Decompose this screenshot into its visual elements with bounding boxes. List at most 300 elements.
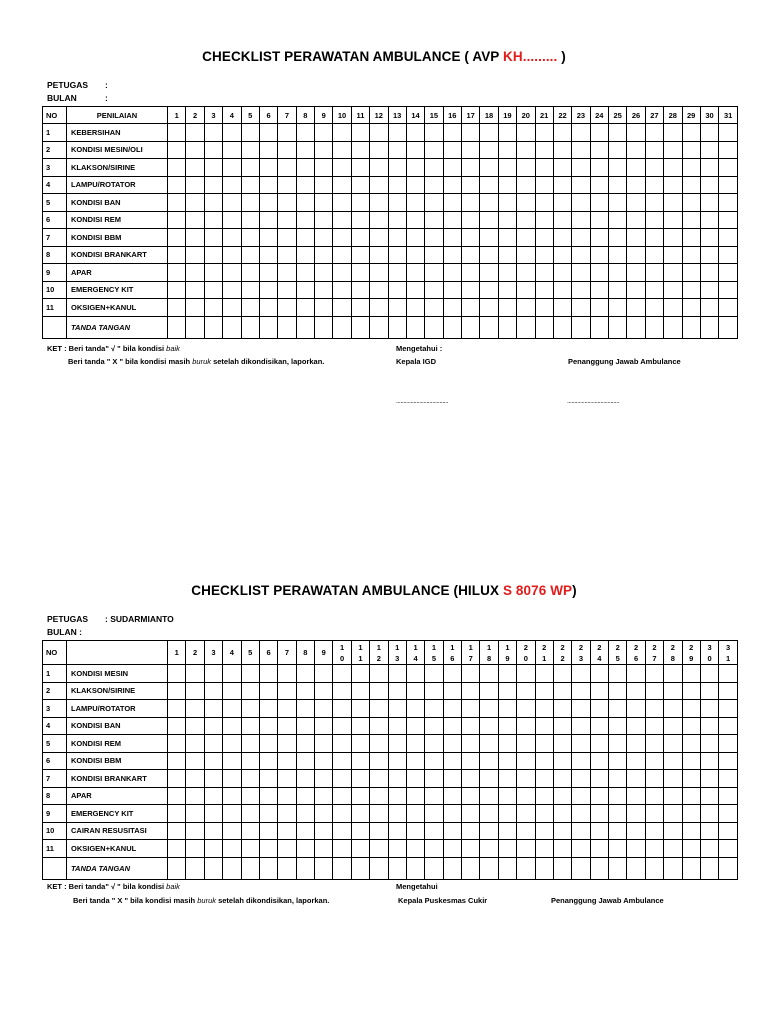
check-cell-day-11[interactable] (351, 229, 369, 247)
check-cell-day-28[interactable] (664, 805, 682, 823)
check-cell-day-23[interactable] (572, 316, 590, 339)
check-cell-day-12[interactable] (370, 752, 388, 770)
check-cell-day-5[interactable] (241, 211, 259, 229)
check-cell-day-6[interactable] (259, 124, 277, 142)
check-cell-day-13[interactable] (388, 194, 406, 212)
check-cell-day-15[interactable] (425, 752, 443, 770)
check-cell-day-22[interactable] (553, 281, 571, 299)
check-cell-day-7[interactable] (278, 211, 296, 229)
check-cell-day-5[interactable] (241, 316, 259, 339)
check-cell-day-30[interactable] (700, 281, 718, 299)
check-cell-day-3[interactable] (204, 857, 222, 880)
check-cell-day-15[interactable] (425, 194, 443, 212)
check-cell-day-15[interactable] (425, 281, 443, 299)
check-cell-day-1[interactable] (168, 246, 186, 264)
check-cell-day-10[interactable] (333, 700, 351, 718)
check-cell-day-10[interactable] (333, 281, 351, 299)
check-cell-day-21[interactable] (535, 805, 553, 823)
check-cell-day-28[interactable] (664, 264, 682, 282)
check-cell-day-26[interactable] (627, 141, 645, 159)
check-cell-day-22[interactable] (553, 194, 571, 212)
check-cell-day-28[interactable] (664, 124, 682, 142)
check-cell-day-6[interactable] (259, 299, 277, 317)
check-cell-day-20[interactable] (517, 316, 535, 339)
check-cell-day-23[interactable] (572, 665, 590, 683)
check-cell-day-8[interactable] (296, 299, 314, 317)
check-cell-day-11[interactable] (351, 857, 369, 880)
check-cell-day-29[interactable] (682, 176, 700, 194)
check-cell-day-16[interactable] (443, 665, 461, 683)
check-cell-day-28[interactable] (664, 159, 682, 177)
check-cell-day-17[interactable] (462, 141, 480, 159)
check-cell-day-30[interactable] (700, 159, 718, 177)
check-cell-day-3[interactable] (204, 246, 222, 264)
check-cell-day-18[interactable] (480, 682, 498, 700)
check-cell-day-15[interactable] (425, 822, 443, 840)
check-cell-day-21[interactable] (535, 159, 553, 177)
check-cell-day-28[interactable] (664, 682, 682, 700)
check-cell-day-27[interactable] (645, 770, 663, 788)
check-cell-day-3[interactable] (204, 735, 222, 753)
check-cell-day-24[interactable] (590, 840, 608, 858)
check-cell-day-23[interactable] (572, 787, 590, 805)
check-cell-day-9[interactable] (315, 124, 333, 142)
check-cell-day-1[interactable] (168, 316, 186, 339)
check-cell-day-20[interactable] (517, 752, 535, 770)
check-cell-day-10[interactable] (333, 211, 351, 229)
check-cell-day-9[interactable] (315, 159, 333, 177)
check-cell-day-26[interactable] (627, 822, 645, 840)
check-cell-day-18[interactable] (480, 281, 498, 299)
check-cell-day-5[interactable] (241, 787, 259, 805)
check-cell-day-7[interactable] (278, 682, 296, 700)
check-cell-day-24[interactable] (590, 141, 608, 159)
check-cell-day-27[interactable] (645, 682, 663, 700)
check-cell-day-2[interactable] (186, 316, 204, 339)
check-cell-day-1[interactable] (168, 717, 186, 735)
check-cell-day-10[interactable] (333, 717, 351, 735)
check-cell-day-4[interactable] (223, 700, 241, 718)
check-cell-day-3[interactable] (204, 700, 222, 718)
check-cell-day-15[interactable] (425, 805, 443, 823)
check-cell-day-16[interactable] (443, 229, 461, 247)
check-cell-day-9[interactable] (315, 316, 333, 339)
check-cell-day-9[interactable] (315, 211, 333, 229)
check-cell-day-13[interactable] (388, 822, 406, 840)
check-cell-day-25[interactable] (609, 316, 627, 339)
check-cell-day-3[interactable] (204, 281, 222, 299)
check-cell-day-23[interactable] (572, 717, 590, 735)
check-cell-day-27[interactable] (645, 281, 663, 299)
check-cell-day-30[interactable] (700, 124, 718, 142)
check-cell-day-10[interactable] (333, 857, 351, 880)
check-cell-day-14[interactable] (406, 264, 424, 282)
check-cell-day-8[interactable] (296, 281, 314, 299)
check-cell-day-26[interactable] (627, 787, 645, 805)
check-cell-day-1[interactable] (168, 770, 186, 788)
check-cell-day-8[interactable] (296, 822, 314, 840)
check-cell-day-1[interactable] (168, 805, 186, 823)
check-cell-day-7[interactable] (278, 281, 296, 299)
check-cell-day-7[interactable] (278, 805, 296, 823)
check-cell-day-8[interactable] (296, 124, 314, 142)
check-cell-day-20[interactable] (517, 822, 535, 840)
check-cell-day-25[interactable] (609, 787, 627, 805)
check-cell-day-22[interactable] (553, 682, 571, 700)
check-cell-day-2[interactable] (186, 700, 204, 718)
check-cell-day-13[interactable] (388, 124, 406, 142)
check-cell-day-24[interactable] (590, 805, 608, 823)
check-cell-day-20[interactable] (517, 264, 535, 282)
check-cell-day-19[interactable] (498, 787, 516, 805)
check-cell-day-30[interactable] (700, 176, 718, 194)
check-cell-day-22[interactable] (553, 264, 571, 282)
check-cell-day-31[interactable] (719, 229, 738, 247)
check-cell-day-30[interactable] (700, 194, 718, 212)
check-cell-day-23[interactable] (572, 805, 590, 823)
check-cell-day-27[interactable] (645, 264, 663, 282)
check-cell-day-4[interactable] (223, 176, 241, 194)
check-cell-day-12[interactable] (370, 840, 388, 858)
check-cell-day-24[interactable] (590, 176, 608, 194)
check-cell-day-4[interactable] (223, 141, 241, 159)
check-cell-day-18[interactable] (480, 665, 498, 683)
check-cell-day-27[interactable] (645, 159, 663, 177)
check-cell-day-27[interactable] (645, 700, 663, 718)
check-cell-day-22[interactable] (553, 316, 571, 339)
check-cell-day-13[interactable] (388, 857, 406, 880)
check-cell-day-12[interactable] (370, 211, 388, 229)
check-cell-day-17[interactable] (462, 211, 480, 229)
check-cell-day-4[interactable] (223, 281, 241, 299)
check-cell-day-1[interactable] (168, 211, 186, 229)
check-cell-day-9[interactable] (315, 281, 333, 299)
check-cell-day-2[interactable] (186, 682, 204, 700)
check-cell-day-15[interactable] (425, 682, 443, 700)
check-cell-day-9[interactable] (315, 770, 333, 788)
check-cell-day-29[interactable] (682, 752, 700, 770)
check-cell-day-4[interactable] (223, 299, 241, 317)
check-cell-day-22[interactable] (553, 299, 571, 317)
check-cell-day-9[interactable] (315, 141, 333, 159)
check-cell-day-21[interactable] (535, 787, 553, 805)
check-cell-day-26[interactable] (627, 211, 645, 229)
check-cell-day-5[interactable] (241, 735, 259, 753)
check-cell-day-25[interactable] (609, 264, 627, 282)
check-cell-day-8[interactable] (296, 316, 314, 339)
check-cell-day-29[interactable] (682, 246, 700, 264)
check-cell-day-9[interactable] (315, 840, 333, 858)
check-cell-day-13[interactable] (388, 141, 406, 159)
check-cell-day-24[interactable] (590, 316, 608, 339)
check-cell-day-27[interactable] (645, 805, 663, 823)
check-cell-day-18[interactable] (480, 246, 498, 264)
check-cell-day-2[interactable] (186, 194, 204, 212)
check-cell-day-14[interactable] (406, 857, 424, 880)
check-cell-day-31[interactable] (719, 682, 738, 700)
check-cell-day-22[interactable] (553, 717, 571, 735)
check-cell-day-18[interactable] (480, 752, 498, 770)
check-cell-day-20[interactable] (517, 194, 535, 212)
check-cell-day-19[interactable] (498, 735, 516, 753)
check-cell-day-2[interactable] (186, 735, 204, 753)
check-cell-day-30[interactable] (700, 665, 718, 683)
check-cell-day-20[interactable] (517, 211, 535, 229)
check-cell-day-28[interactable] (664, 316, 682, 339)
check-cell-day-26[interactable] (627, 857, 645, 880)
check-cell-day-30[interactable] (700, 717, 718, 735)
check-cell-day-18[interactable] (480, 805, 498, 823)
check-cell-day-28[interactable] (664, 194, 682, 212)
check-cell-day-27[interactable] (645, 124, 663, 142)
check-cell-day-31[interactable] (719, 141, 738, 159)
check-cell-day-23[interactable] (572, 735, 590, 753)
check-cell-day-8[interactable] (296, 717, 314, 735)
check-cell-day-14[interactable] (406, 735, 424, 753)
check-cell-day-30[interactable] (700, 857, 718, 880)
check-cell-day-27[interactable] (645, 229, 663, 247)
check-cell-day-16[interactable] (443, 700, 461, 718)
check-cell-day-11[interactable] (351, 124, 369, 142)
check-cell-day-21[interactable] (535, 176, 553, 194)
check-cell-day-18[interactable] (480, 229, 498, 247)
check-cell-day-16[interactable] (443, 264, 461, 282)
check-cell-day-15[interactable] (425, 735, 443, 753)
check-cell-day-29[interactable] (682, 194, 700, 212)
check-cell-day-22[interactable] (553, 840, 571, 858)
check-cell-day-9[interactable] (315, 246, 333, 264)
check-cell-day-16[interactable] (443, 246, 461, 264)
check-cell-day-15[interactable] (425, 700, 443, 718)
check-cell-day-12[interactable] (370, 682, 388, 700)
check-cell-day-1[interactable] (168, 735, 186, 753)
check-cell-day-1[interactable] (168, 124, 186, 142)
check-cell-day-19[interactable] (498, 316, 516, 339)
check-cell-day-30[interactable] (700, 700, 718, 718)
check-cell-day-25[interactable] (609, 840, 627, 858)
check-cell-day-17[interactable] (462, 176, 480, 194)
check-cell-day-28[interactable] (664, 770, 682, 788)
check-cell-day-23[interactable] (572, 124, 590, 142)
check-cell-day-21[interactable] (535, 141, 553, 159)
check-cell-day-30[interactable] (700, 787, 718, 805)
check-cell-day-4[interactable] (223, 246, 241, 264)
check-cell-day-21[interactable] (535, 840, 553, 858)
check-cell-day-1[interactable] (168, 229, 186, 247)
check-cell-day-29[interactable] (682, 857, 700, 880)
check-cell-day-3[interactable] (204, 840, 222, 858)
check-cell-day-4[interactable] (223, 159, 241, 177)
check-cell-day-23[interactable] (572, 246, 590, 264)
check-cell-day-17[interactable] (462, 281, 480, 299)
check-cell-day-20[interactable] (517, 735, 535, 753)
check-cell-day-23[interactable] (572, 682, 590, 700)
check-cell-day-13[interactable] (388, 682, 406, 700)
check-cell-day-13[interactable] (388, 752, 406, 770)
check-cell-day-20[interactable] (517, 281, 535, 299)
check-cell-day-27[interactable] (645, 299, 663, 317)
check-cell-day-9[interactable] (315, 787, 333, 805)
check-cell-day-31[interactable] (719, 770, 738, 788)
check-cell-day-20[interactable] (517, 700, 535, 718)
check-cell-day-31[interactable] (719, 700, 738, 718)
check-cell-day-15[interactable] (425, 159, 443, 177)
check-cell-day-11[interactable] (351, 717, 369, 735)
check-cell-day-30[interactable] (700, 735, 718, 753)
check-cell-day-3[interactable] (204, 141, 222, 159)
check-cell-day-6[interactable] (259, 770, 277, 788)
check-cell-day-11[interactable] (351, 700, 369, 718)
check-cell-day-10[interactable] (333, 124, 351, 142)
check-cell-day-16[interactable] (443, 176, 461, 194)
check-cell-day-20[interactable] (517, 124, 535, 142)
check-cell-day-31[interactable] (719, 264, 738, 282)
check-cell-day-19[interactable] (498, 822, 516, 840)
check-cell-day-5[interactable] (241, 665, 259, 683)
check-cell-day-14[interactable] (406, 141, 424, 159)
check-cell-day-4[interactable] (223, 717, 241, 735)
check-cell-day-31[interactable] (719, 124, 738, 142)
check-cell-day-3[interactable] (204, 316, 222, 339)
check-cell-day-17[interactable] (462, 787, 480, 805)
check-cell-day-7[interactable] (278, 752, 296, 770)
check-cell-day-26[interactable] (627, 246, 645, 264)
check-cell-day-31[interactable] (719, 211, 738, 229)
check-cell-day-7[interactable] (278, 141, 296, 159)
check-cell-day-2[interactable] (186, 770, 204, 788)
check-cell-day-1[interactable] (168, 787, 186, 805)
check-cell-day-15[interactable] (425, 857, 443, 880)
check-cell-day-12[interactable] (370, 316, 388, 339)
check-cell-day-24[interactable] (590, 194, 608, 212)
check-cell-day-25[interactable] (609, 246, 627, 264)
check-cell-day-26[interactable] (627, 264, 645, 282)
check-cell-day-24[interactable] (590, 682, 608, 700)
check-cell-day-12[interactable] (370, 700, 388, 718)
check-cell-day-5[interactable] (241, 822, 259, 840)
check-cell-day-31[interactable] (719, 857, 738, 880)
check-cell-day-13[interactable] (388, 211, 406, 229)
check-cell-day-1[interactable] (168, 700, 186, 718)
check-cell-day-19[interactable] (498, 176, 516, 194)
check-cell-day-20[interactable] (517, 840, 535, 858)
check-cell-day-4[interactable] (223, 770, 241, 788)
check-cell-day-15[interactable] (425, 299, 443, 317)
check-cell-day-29[interactable] (682, 770, 700, 788)
check-cell-day-2[interactable] (186, 717, 204, 735)
check-cell-day-13[interactable] (388, 316, 406, 339)
check-cell-day-7[interactable] (278, 770, 296, 788)
check-cell-day-30[interactable] (700, 316, 718, 339)
check-cell-day-25[interactable] (609, 682, 627, 700)
check-cell-day-14[interactable] (406, 752, 424, 770)
check-cell-day-9[interactable] (315, 752, 333, 770)
check-cell-day-4[interactable] (223, 124, 241, 142)
check-cell-day-2[interactable] (186, 822, 204, 840)
check-cell-day-15[interactable] (425, 316, 443, 339)
check-cell-day-28[interactable] (664, 717, 682, 735)
check-cell-day-7[interactable] (278, 159, 296, 177)
check-cell-day-9[interactable] (315, 822, 333, 840)
check-cell-day-30[interactable] (700, 211, 718, 229)
check-cell-day-4[interactable] (223, 857, 241, 880)
check-cell-day-14[interactable] (406, 229, 424, 247)
check-cell-day-19[interactable] (498, 229, 516, 247)
check-cell-day-28[interactable] (664, 822, 682, 840)
check-cell-day-15[interactable] (425, 229, 443, 247)
check-cell-day-8[interactable] (296, 787, 314, 805)
check-cell-day-2[interactable] (186, 752, 204, 770)
check-cell-day-25[interactable] (609, 735, 627, 753)
check-cell-day-18[interactable] (480, 194, 498, 212)
check-cell-day-22[interactable] (553, 770, 571, 788)
check-cell-day-6[interactable] (259, 700, 277, 718)
check-cell-day-5[interactable] (241, 229, 259, 247)
check-cell-day-17[interactable] (462, 735, 480, 753)
check-cell-day-28[interactable] (664, 141, 682, 159)
check-cell-day-24[interactable] (590, 735, 608, 753)
check-cell-day-15[interactable] (425, 176, 443, 194)
check-cell-day-10[interactable] (333, 805, 351, 823)
check-cell-day-25[interactable] (609, 211, 627, 229)
check-cell-day-27[interactable] (645, 246, 663, 264)
check-cell-day-27[interactable] (645, 717, 663, 735)
check-cell-day-21[interactable] (535, 281, 553, 299)
check-cell-day-4[interactable] (223, 264, 241, 282)
check-cell-day-5[interactable] (241, 299, 259, 317)
check-cell-day-11[interactable] (351, 141, 369, 159)
check-cell-day-5[interactable] (241, 700, 259, 718)
check-cell-day-26[interactable] (627, 752, 645, 770)
check-cell-day-21[interactable] (535, 211, 553, 229)
check-cell-day-31[interactable] (719, 194, 738, 212)
check-cell-day-23[interactable] (572, 264, 590, 282)
check-cell-day-16[interactable] (443, 281, 461, 299)
check-cell-day-12[interactable] (370, 229, 388, 247)
check-cell-day-11[interactable] (351, 665, 369, 683)
check-cell-day-12[interactable] (370, 281, 388, 299)
check-cell-day-18[interactable] (480, 840, 498, 858)
check-cell-day-21[interactable] (535, 700, 553, 718)
check-cell-day-8[interactable] (296, 176, 314, 194)
check-cell-day-31[interactable] (719, 735, 738, 753)
check-cell-day-25[interactable] (609, 124, 627, 142)
check-cell-day-20[interactable] (517, 717, 535, 735)
check-cell-day-5[interactable] (241, 682, 259, 700)
check-cell-day-23[interactable] (572, 141, 590, 159)
check-cell-day-3[interactable] (204, 665, 222, 683)
check-cell-day-24[interactable] (590, 700, 608, 718)
check-cell-day-24[interactable] (590, 124, 608, 142)
check-cell-day-8[interactable] (296, 141, 314, 159)
check-cell-day-21[interactable] (535, 194, 553, 212)
check-cell-day-1[interactable] (168, 194, 186, 212)
check-cell-day-1[interactable] (168, 840, 186, 858)
check-cell-day-25[interactable] (609, 752, 627, 770)
check-cell-day-31[interactable] (719, 281, 738, 299)
check-cell-day-17[interactable] (462, 752, 480, 770)
check-cell-day-5[interactable] (241, 281, 259, 299)
check-cell-day-28[interactable] (664, 211, 682, 229)
check-cell-day-1[interactable] (168, 299, 186, 317)
check-cell-day-19[interactable] (498, 700, 516, 718)
check-cell-day-13[interactable] (388, 246, 406, 264)
check-cell-day-10[interactable] (333, 822, 351, 840)
check-cell-day-23[interactable] (572, 770, 590, 788)
check-cell-day-1[interactable] (168, 281, 186, 299)
check-cell-day-21[interactable] (535, 682, 553, 700)
check-cell-day-19[interactable] (498, 752, 516, 770)
